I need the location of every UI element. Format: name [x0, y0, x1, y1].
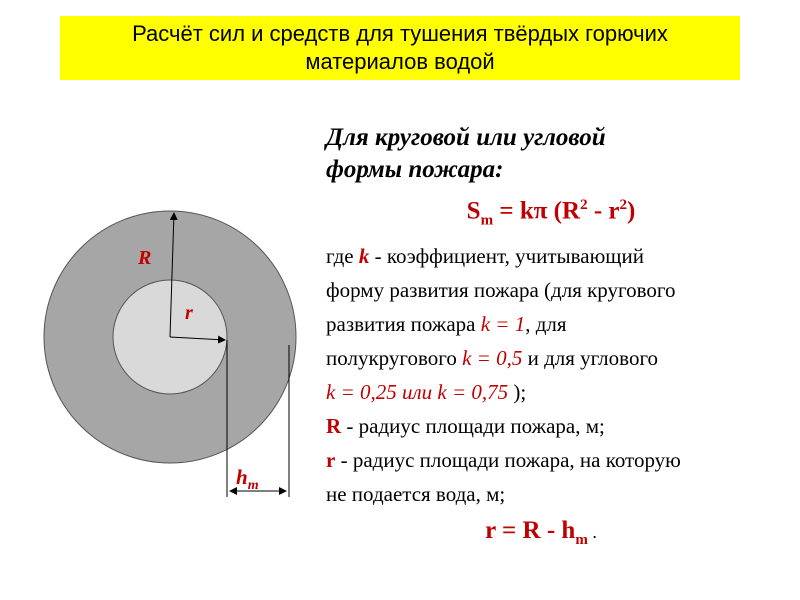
body-line-8: не подается вода, м; [326, 482, 506, 507]
description-block [326, 122, 796, 560]
body-line-1: где k - коэффициент, учитывающий [326, 244, 644, 269]
title-line-1: Расчёт сил и средств для тушения твёрдых горючих [132, 21, 668, 46]
body-line-4: полукругового k = 0,5 и для углового [326, 346, 659, 371]
body-line-7: r - радиус площади пожара, на которую [326, 448, 681, 473]
label-hm: $h_m$ [236, 465, 259, 493]
area-formula: $S_m = k\pi$ $(R^2 - r^2)$ [466, 197, 636, 229]
label-R: R [138, 247, 152, 269]
title-line-2: материалов водой [305, 49, 495, 74]
body-line-2: форму развития пожара (для кругового [326, 278, 676, 303]
body-line-3: развития пожара k = 1, для [326, 312, 567, 337]
body-line-5: k = 0,25 или k = 0,75 ); [326, 380, 527, 405]
label-r: r [185, 302, 193, 324]
radius-formula: $r = R - h_m$ . [485, 517, 597, 549]
body-line-6: R - радиус площади пожара, м; [326, 414, 605, 439]
section-heading: Для круговой или угловой формы пожара: [326, 124, 606, 183]
